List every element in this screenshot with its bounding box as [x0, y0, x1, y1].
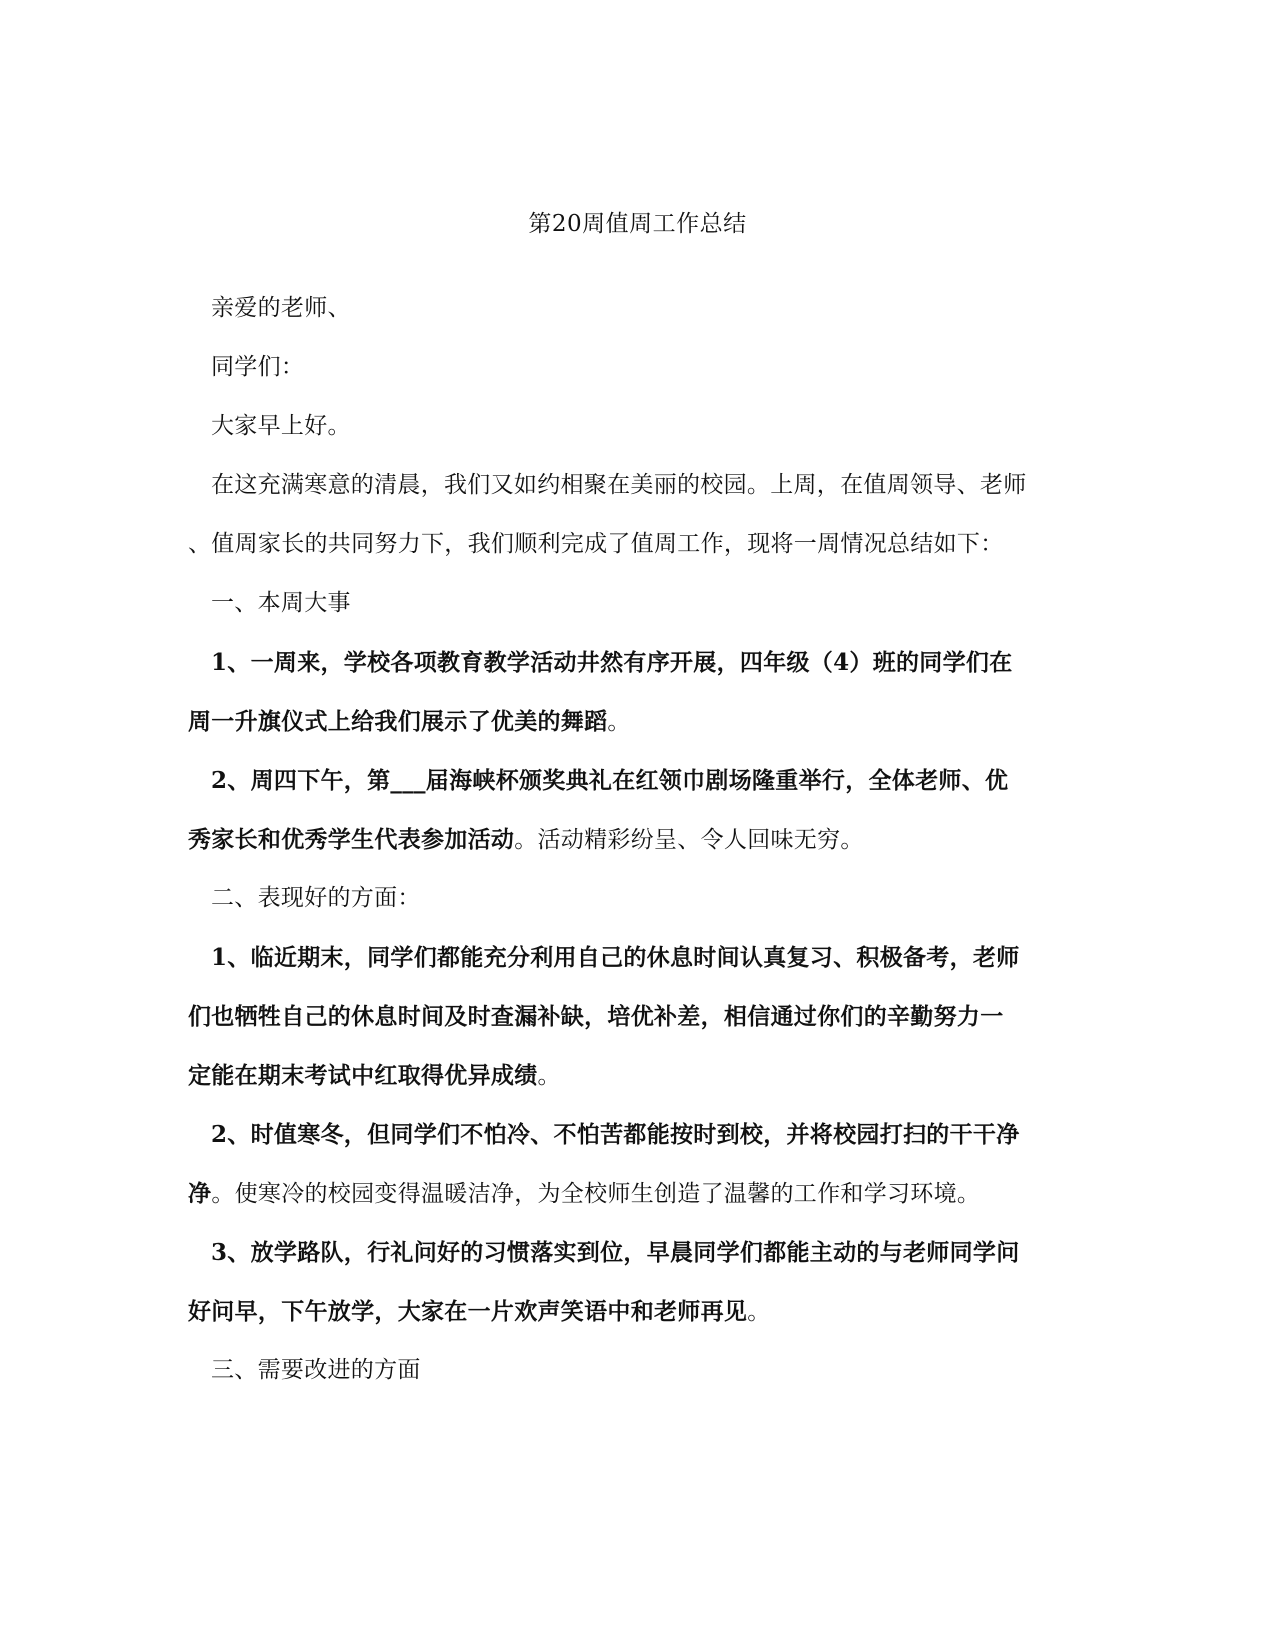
- plain-text: 、值周家长的共同努力下，我们顺利完成了值周工作，现将一周情况总结如下：: [188, 531, 1004, 557]
- text-line-section-2: [188, 869, 1088, 928]
- plain-text: 。: [537, 1063, 561, 1089]
- text-line-greeting-2: [188, 338, 1088, 397]
- text-line-s1-item1-a: [188, 633, 1088, 692]
- bold-text: 净: [188, 1180, 212, 1207]
- bold-text: 周一升旗仪式上给我们展示了优美的舞蹈: [188, 708, 608, 735]
- bold-text: 2、时值寒冬，但同学们不怕冷、不怕苦都能按时到校，并将校园打扫的干干净: [211, 1121, 1020, 1148]
- plain-text: 二、表现好的方面：: [211, 885, 421, 911]
- plain-text: 亲爱的老师、: [211, 295, 351, 321]
- text-line-s2-item2-b: [188, 1164, 1088, 1223]
- plain-text: 同学们：: [211, 354, 305, 380]
- text-line-intro-2: [188, 515, 1088, 574]
- bold-text: 定能在期末考试中红取得优异成绩: [188, 1062, 538, 1089]
- plain-text: 一、本周大事: [211, 590, 351, 616]
- plain-text: 。: [747, 1299, 771, 1325]
- text-line-intro-1: [188, 456, 1088, 515]
- text-line-greeting-1: [188, 279, 1088, 338]
- plain-text: 大家早上好。: [211, 413, 351, 439]
- bold-text: 3、放学路队，行礼问好的习惯落实到位，早晨同学们都能主动的与老师同学问: [211, 1239, 1020, 1266]
- text-line-s2-item2-a: [188, 1105, 1088, 1164]
- bold-text: 秀家长和优秀学生代表参加活动: [188, 826, 515, 853]
- bold-text: 1、一周来，学校各项教育教学活动井然有序开展，四年级（4）班的同学们在: [211, 649, 1013, 676]
- bold-text: 们也牺牲自己的休息时间及时查漏补缺，培优补差，相信通过你们的辛勤努力一: [188, 1003, 1004, 1030]
- text-line-s2-item1-a: [188, 928, 1088, 987]
- plain-text: 。活动精彩纷呈、令人回味无穷。: [514, 827, 864, 853]
- document-title: 第20周值周工作总结: [528, 211, 747, 237]
- plain-text: 三、需要改进的方面: [211, 1357, 421, 1383]
- text-line-s2-item1-c: [188, 1046, 1088, 1105]
- document-body: [188, 279, 1088, 1400]
- text-line-s1-item1-b: [188, 692, 1088, 751]
- text-line-section-3: [188, 1341, 1088, 1400]
- text-line-s1-item2-a: [188, 751, 1088, 810]
- text-line-s2-item3-a: [188, 1223, 1088, 1282]
- text-line-s2-item3-b: [188, 1282, 1088, 1341]
- plain-text: 。: [607, 709, 631, 735]
- bold-text: 2、周四下午，第___届海峡杯颁奖典礼在红领巾剧场隆重举行，全体老师、优: [211, 767, 1009, 794]
- bold-text: 1、临近期末，同学们都能充分利用自己的休息时间认真复习、积极备考，老师: [211, 944, 1020, 971]
- text-line-section-1: [188, 574, 1088, 633]
- bold-text: 好问早，下午放学，大家在一片欢声笑语中和老师再见: [188, 1298, 748, 1325]
- text-line-s2-item1-b: [188, 987, 1088, 1046]
- plain-text: 在这充满寒意的清晨，我们又如约相聚在美丽的校园。上周，在值周领导、老师: [211, 472, 1027, 498]
- plain-text: 。使寒冷的校园变得温暖洁净，为全校师生创造了温馨的工作和学习环境。: [211, 1181, 981, 1207]
- text-line-greeting-3: [188, 397, 1088, 456]
- text-line-s1-item2-b: [188, 810, 1088, 869]
